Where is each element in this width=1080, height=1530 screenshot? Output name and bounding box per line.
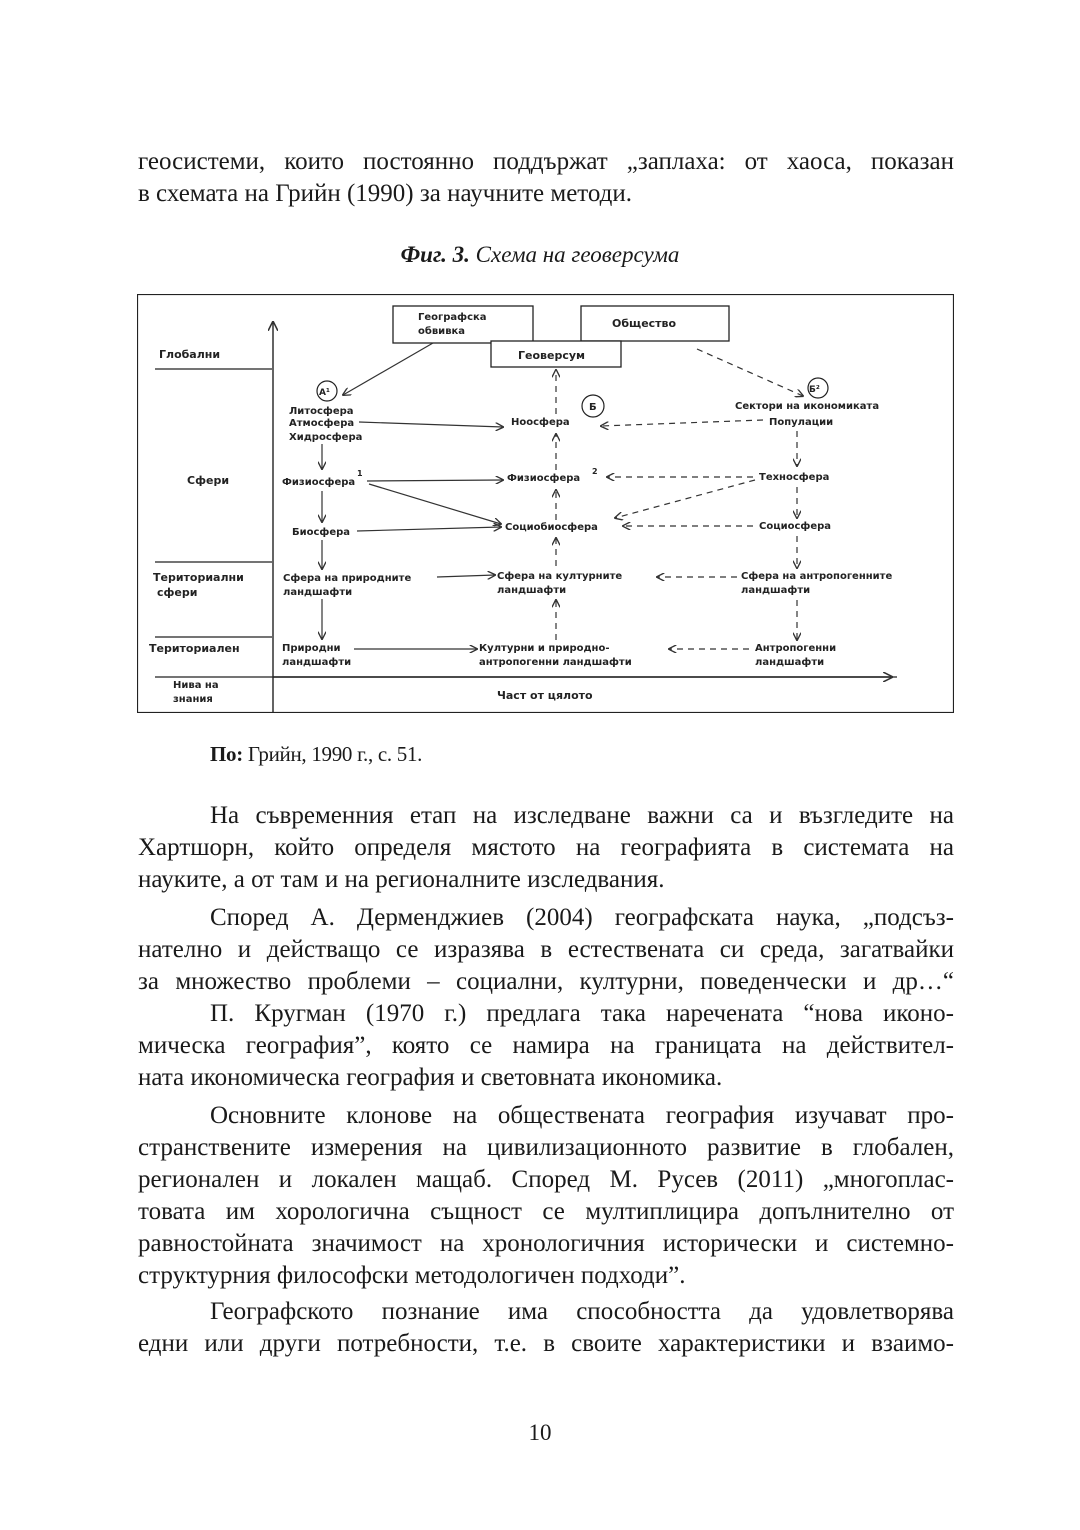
node-cultural-landscape-sphere: ландшафти (497, 585, 567, 596)
node-natural-landscape-sphere: ландшафти (283, 587, 353, 598)
paragraph-line: На съвременния етап на изследване важни са и възгледите на (210, 802, 954, 829)
geo-envelope-label: Географска (418, 312, 487, 323)
level-knowledge: знания (173, 694, 213, 705)
node-physiosphere-1: Физиосфера (282, 477, 356, 488)
node-anthropogenic-landscape-sphere: ландшафти (741, 585, 811, 596)
marker-b-label: Б (589, 402, 597, 413)
x-axis-label: Част от цялото (497, 689, 593, 702)
paragraph-line: Според А. Дерменджиев (2004) географската наука, „подсъз- (210, 904, 954, 931)
level-territorial-spheres: Териториални (153, 571, 244, 584)
node-cultural-natural-landscapes: Културни и природно- (479, 643, 610, 654)
level-global: Глобални (159, 348, 221, 361)
node-cultural-landscape-sphere: Сфера на културните (497, 571, 623, 582)
node-lithosphere: Литосфера (289, 406, 354, 417)
paragraph-line: товата им хорологична същност се мултиплицира допълнително от (138, 1198, 954, 1225)
node-anthropogenic-landscapes: ландшафти (755, 657, 825, 668)
node-populations: Популации (769, 417, 834, 428)
paragraph-line: ната икономическа география и световната икономика. (138, 1064, 723, 1091)
level-territorial-spheres: сфери (157, 586, 198, 599)
node-physiosphere-1-sup: 1 (357, 469, 363, 478)
page-number: 10 (528, 1420, 552, 1445)
paragraph-line: П. Кругман (1970 г.) предлага така наречената “нова иконо- (210, 1000, 954, 1027)
figure-caption (0, 242, 1080, 268)
node-biosphere: Биосфера (292, 527, 351, 538)
node-noosphere: Ноосфера (511, 417, 570, 428)
paragraph-line: мическа география”, която се намира на границата на действител- (138, 1032, 954, 1059)
node-anthropogenic-landscape-sphere: Сфера на антропогенните (741, 571, 893, 582)
node-physiosphere-2: Физиосфера (507, 473, 581, 484)
node-anthropogenic-landscapes: Антропогенни (755, 643, 837, 654)
figure-source (210, 740, 422, 768)
node-cultural-natural-landscapes: антропогенни ландшафти (479, 657, 632, 668)
level-spheres: Сфери (187, 474, 230, 487)
paragraph-line: равностойната значимост на хронологичния исторически и системно- (138, 1230, 954, 1257)
marker-a-label: А¹ (319, 388, 330, 398)
node-sociosphere: Социосфера (759, 521, 832, 532)
marker-c-label: Б² (809, 385, 820, 395)
node-economy-sectors: Сектори на икономиката (735, 401, 880, 412)
node-technosphere: Техносфера (759, 472, 830, 483)
geoversum-diagram (137, 294, 954, 713)
node-physiosphere-2-sup: 2 (592, 467, 598, 476)
level-knowledge: Нива на (173, 680, 219, 691)
node-natural-landscapes: Природни (282, 643, 341, 654)
paragraph-line: нателно и действащо се изразява в естествената си среда, загатвайки (138, 936, 954, 963)
paragraph-line: едни или други потребности, т.е. в своите характеристики и взаимо- (138, 1330, 954, 1357)
node-hydrosphere: Хидросфера (289, 432, 363, 443)
figure-caption-text: Схема на геоверсума (469, 242, 680, 267)
geo-envelope-label: обвивка (418, 326, 466, 337)
node-atmosphere: Атмосфера (289, 418, 355, 429)
paragraph-line: науките, а от там и на регионалните изследвания. (138, 866, 665, 893)
paragraph-line: странствените измерения на цивилизационното развитие в глобален, (138, 1134, 954, 1161)
node-sociobiosphere: Социобиосфера (505, 522, 598, 533)
paragraph-line: Географското познание има способността да удовлетворява (210, 1298, 954, 1325)
node-natural-landscapes: ландшафти (282, 657, 352, 668)
geoversum-label: Геоверсум (518, 349, 586, 362)
node-natural-landscape-sphere: Сфера на природните (283, 573, 412, 584)
top-text-line-2: в схемата на Грийн (1990) за научните методи. (138, 180, 633, 207)
figure-source-label: По: (210, 742, 243, 766)
paragraph-line: Основните клонове на обществената география изучават про- (210, 1102, 954, 1129)
paragraph-line: Хартшорн, който определя мястото на географията в системата на (138, 834, 954, 861)
figure-caption-label: Фиг. 3. (400, 242, 470, 267)
paragraph-line: за множество проблеми – социални, културни, поведенчески и др…“ (138, 968, 954, 995)
paragraph-line: структурния философски методологичен подходи”. (138, 1262, 686, 1289)
society-label: Общество (612, 317, 677, 330)
paragraph-line: регионален и локален мащаб. Според М. Русев (2011) „многоплас- (138, 1166, 954, 1193)
figure-source-text: Грийн, 1990 г., с. 51. (242, 742, 423, 766)
top-text-line-1: геосистеми, които постоянно поддържат „заплаха: от хаоса, показан (138, 148, 954, 175)
level-territorial: Териториален (149, 642, 240, 655)
